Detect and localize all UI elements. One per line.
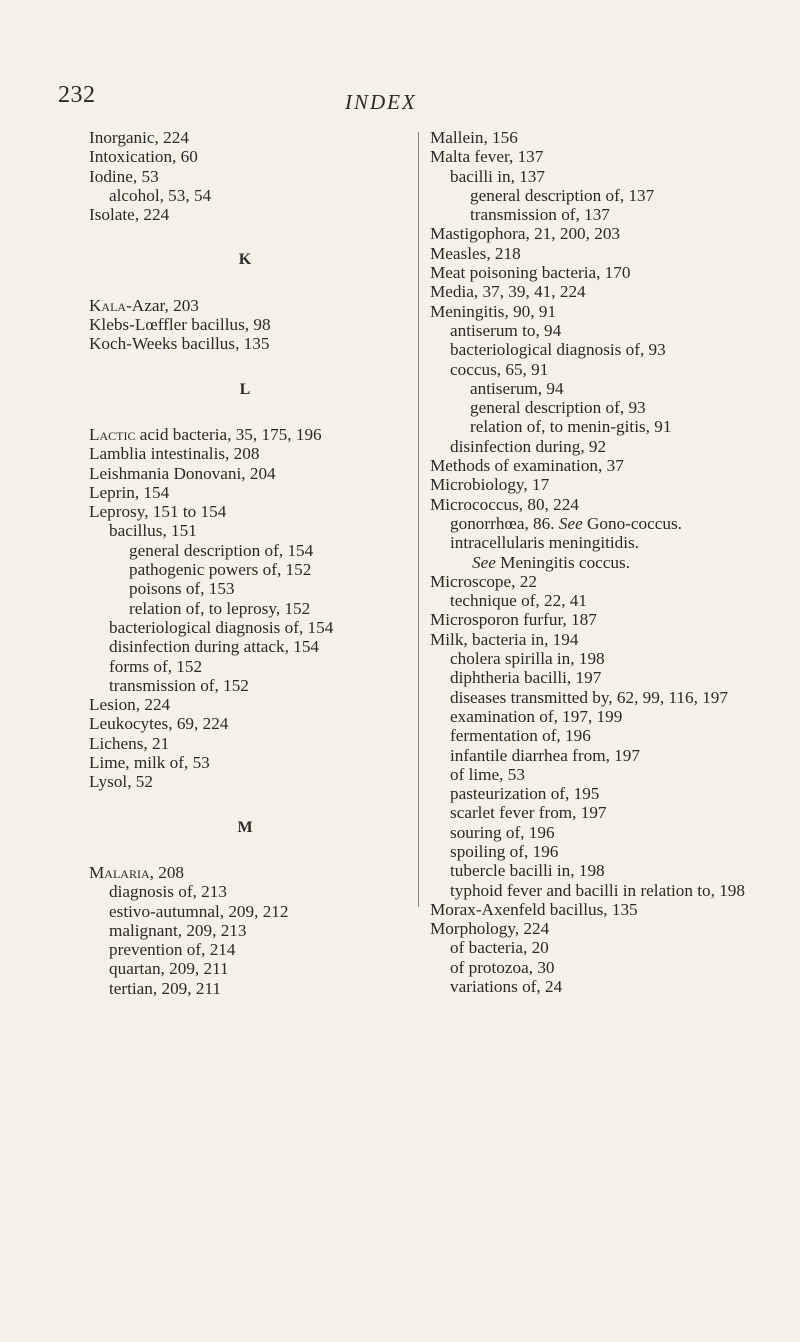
index-subentry: general description of, 93	[470, 398, 646, 418]
index-entry: Microsporon furfur, 187	[430, 610, 597, 630]
index-entry: Methods of examination, 37	[430, 456, 624, 476]
index-entry: Milk, bacteria in, 194	[430, 629, 579, 649]
index-entry: Morphology, 224	[430, 919, 550, 939]
index-subentry: coccus, 65, 91	[450, 359, 549, 379]
index-entry: Lesion, 224	[89, 695, 171, 715]
index-subentry: cholera spirilla in, 198	[450, 649, 605, 669]
index-entry-lead: Lactic	[89, 424, 136, 444]
index-entry: Malaria, 208	[89, 862, 184, 882]
page-number: 232	[58, 82, 96, 108]
index-entry-lead: Kala	[89, 295, 127, 315]
index-subentry: bacillus, 151	[109, 521, 197, 541]
index-entry: Intoxication, 60	[89, 147, 198, 167]
index-entry: Meningitis, 90, 91	[430, 301, 557, 321]
index-subentry: scarlet fever from, 197	[450, 803, 607, 823]
index-subentry: souring of, 196	[450, 822, 555, 842]
index-subentry: intracellularis meningitidis. See Meningitis coccus.	[450, 533, 640, 572]
index-subentry: tubercle bacilli in, 198	[450, 861, 605, 881]
index-subentry: fermentation of, 196	[450, 726, 591, 746]
index-subentry: poisons of, 153	[129, 579, 235, 599]
index-subentry: prevention of, 214	[109, 940, 236, 960]
index-column-right	[430, 128, 770, 996]
index-subentry: bacteriological diagnosis of, 93	[450, 340, 666, 360]
index-entry: Lime, milk of, 53	[89, 753, 210, 773]
index-subentry: relation of, to leprosy, 152	[129, 598, 311, 618]
running-head: INDEX	[345, 90, 417, 114]
index-entry: Morax-Axenfeld bacillus, 135	[430, 899, 638, 919]
column-divider	[418, 132, 419, 907]
index-subentry: diphtheria bacilli, 197	[450, 668, 602, 688]
index-subentry: spoiling of, 196	[450, 841, 559, 861]
index-subentry: variations of, 24	[450, 977, 563, 997]
index-entry: Lichens, 21	[89, 733, 170, 753]
index-subentry: transmission of, 152	[109, 675, 249, 695]
index-subentry: of protozoa, 30	[450, 957, 555, 977]
index-subentry: technique of, 22, 41	[450, 591, 587, 611]
index-subentry: antiserum to, 94	[450, 320, 562, 340]
index-subentry: examination of, 197, 199	[450, 706, 623, 726]
index-subentry: gonorrhœa, 86. See Gono-coccus.	[450, 513, 682, 533]
index-subentry: diagnosis of, 213	[109, 882, 227, 902]
index-entry: Koch-Weeks bacillus, 135	[89, 334, 270, 354]
index-subentry: quartan, 209, 211	[109, 959, 229, 979]
index-letter-heading: M	[237, 818, 253, 836]
index-subentry: bacilli in, 137	[450, 166, 545, 186]
index-subentry: typhoid fever and bacilli in relation to, 198	[450, 880, 745, 900]
index-entry: Microbiology, 17	[430, 475, 550, 495]
index-subentry: pasteurization of, 195	[450, 784, 600, 804]
index-entry: Micrococcus, 80, 224	[430, 494, 579, 514]
index-subentry: infantile diarrhea from, 197	[450, 745, 640, 765]
index-entry: Lamblia intestinalis, 208	[89, 444, 260, 464]
index-subentry: malignant, 209, 213	[109, 920, 247, 940]
index-entry: Klebs-Lœffler bacillus, 98	[89, 315, 271, 335]
index-entry: Leprin, 154	[89, 482, 170, 502]
index-entry: Meat poisoning bacteria, 170	[430, 263, 631, 283]
index-entry: Lactic acid bacteria, 35, 175, 196	[89, 424, 322, 444]
index-subentry: of lime, 53	[450, 764, 525, 784]
index-subentry: forms of, 152	[109, 656, 203, 676]
index-subentry: relation of, to menin-gitis, 91	[470, 417, 672, 437]
index-subentry: antiserum, 94	[470, 378, 564, 398]
index-subentry: disinfection during attack, 154	[109, 637, 320, 657]
index-entry: Leishmania Donovani, 204	[89, 463, 276, 483]
index-letter-heading: L	[239, 380, 251, 398]
index-entry: Mallein, 156	[430, 128, 518, 147]
index-subentry: general description of, 154	[129, 540, 314, 560]
index-entry: Iodine, 53	[89, 166, 159, 186]
index-entry: Inorganic, 224	[89, 128, 189, 147]
index-entry: Isolate, 224	[89, 205, 170, 225]
index-entry: Mastigophora, 21, 200, 203	[430, 224, 621, 244]
index-subentry: pathogenic powers of, 152	[129, 560, 312, 580]
index-subentry: alcohol, 53, 54	[109, 185, 212, 205]
index-subentry: bacteriological diagnosis of, 154	[109, 617, 334, 637]
index-entry-lead: Malaria	[89, 862, 150, 882]
index-subentry: general description of, 137	[470, 185, 655, 205]
index-subentry: of bacteria, 20	[450, 938, 549, 958]
index-entry: Microscope, 22	[430, 571, 537, 591]
index-entry: Measles, 218	[430, 243, 521, 263]
index-entry: Leprosy, 151 to 154	[89, 502, 227, 522]
index-entry: Lysol, 52	[89, 772, 153, 792]
index-subentry: tertian, 209, 211	[109, 978, 222, 998]
index-entry: Kala-Azar, 203	[89, 295, 199, 315]
index-entry: Malta fever, 137	[430, 147, 544, 167]
index-letter-heading: K	[238, 251, 252, 269]
index-entry: Media, 37, 39, 41, 224	[430, 282, 586, 302]
index-subentry: transmission of, 137	[470, 205, 610, 225]
index-entry: Leukocytes, 69, 224	[89, 714, 229, 734]
index-column-left	[89, 128, 401, 998]
index-subentry: disinfection during, 92	[450, 436, 607, 456]
index-subentry: estivo-autumnal, 209, 212	[109, 901, 289, 921]
index-subentry: diseases transmitted by, 62, 99, 116, 197	[450, 687, 728, 707]
